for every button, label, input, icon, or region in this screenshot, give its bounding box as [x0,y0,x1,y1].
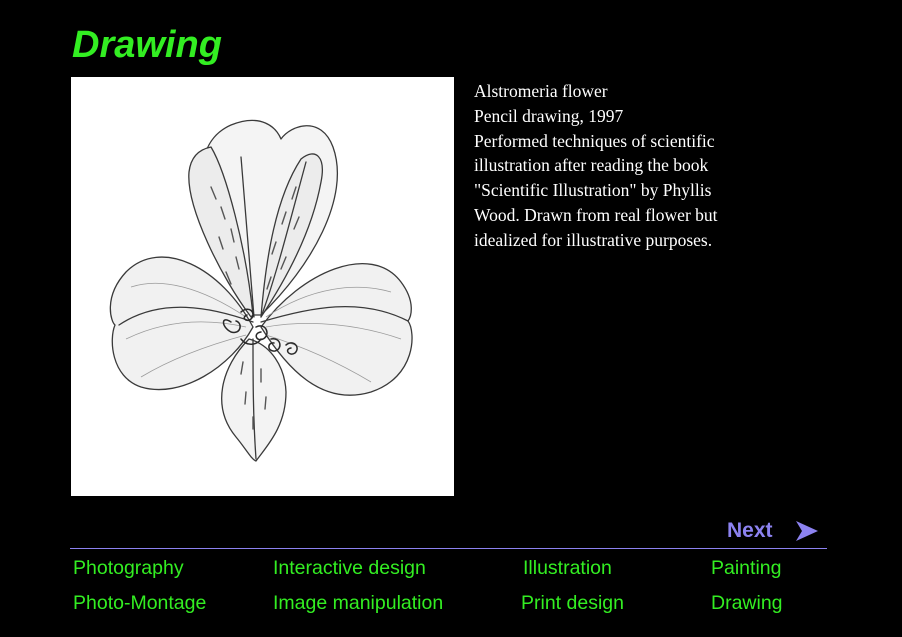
nav-link-photo-montage[interactable]: Photo-Montage [73,592,207,614]
description-line: Pencil drawing, 1997 [474,105,624,126]
next-button[interactable] [727,519,818,543]
description-line: Alstromeria flower [474,81,608,101]
artwork-description [474,79,774,253]
nav-link-print-design[interactable]: Print design [521,592,624,614]
nav-divider [70,548,827,549]
nav-link-photography[interactable]: Photography [73,557,184,579]
arrow-right-icon [796,521,818,541]
description-line: Wood. Drawn from real flower but [474,204,718,225]
nav-link-painting[interactable]: Painting [711,557,782,579]
nav-link-interactive-design[interactable]: Interactive design [273,557,426,579]
flower-drawing [71,77,454,496]
description-line: idealized for illustrative purposes. [474,229,713,250]
nav-link-drawing[interactable]: Drawing [711,592,783,614]
next-label: Next [727,519,773,542]
description-line: illustration after reading the book [474,155,709,176]
nav-link-illustration[interactable]: Illustration [523,557,612,579]
description-line: Performed techniques of scientific [474,130,715,151]
page-title: Drawing [72,24,222,66]
description-line: "Scientific Illustration" by Phyllis [474,180,712,201]
nav-link-image-manipulation[interactable]: Image manipulation [273,592,444,614]
artwork-image [71,77,454,496]
